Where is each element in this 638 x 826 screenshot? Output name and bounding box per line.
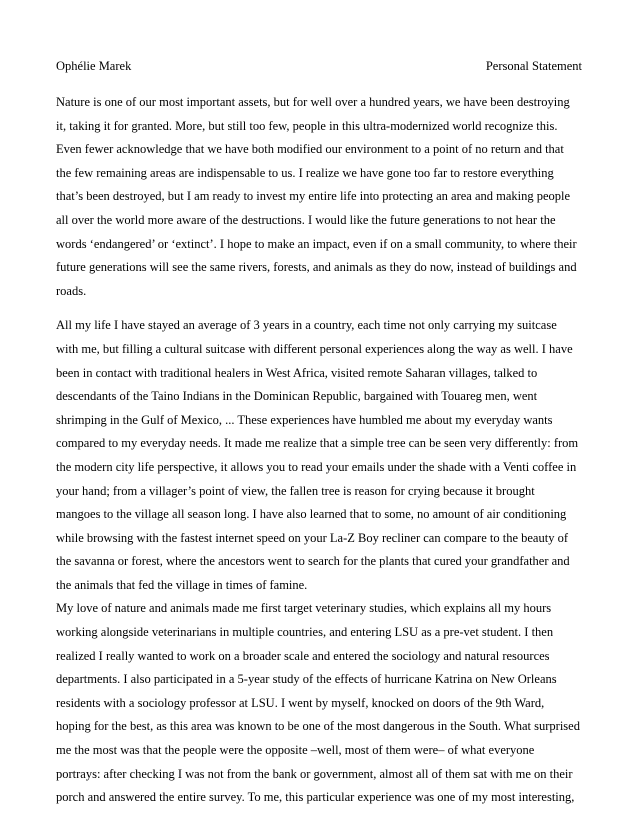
text-line: roads. — [56, 283, 87, 298]
text-line: shrimping in the Gulf of Mexico, ... These experiences have humbled me about my everyday wants — [56, 412, 553, 427]
text-line: that’s been destroyed, but I am ready to invest my entire life into protecting an area and making people — [56, 189, 571, 204]
text-line: realized I really wanted to work on a broader scale and entered the sociology and natural resources — [56, 648, 550, 663]
text-line: Nature is one of our most important assets, but for well over a hundred years, we have been destroying — [56, 95, 570, 109]
text-line: the savanna or forest, where the ancestors went to search for the plants that cured your grandfather and — [56, 554, 570, 569]
document-title: Personal Statement — [485, 59, 582, 73]
text-line: all over the world more aware of the destructions. I would like the future generations to not hear the — [56, 212, 556, 227]
document-body — [56, 91, 584, 810]
text-line: with me, but filling a cultural suitcase with different personal experiences along the way as well. I have — [56, 341, 573, 356]
paragraph-gap — [56, 303, 584, 314]
page-header — [56, 57, 582, 75]
text-line: your hand; from a villager’s point of view, the fallen tree is reason for crying because it brought — [56, 483, 535, 498]
text-line: the modern city life perspective, it allows you to read your emails under the shade with a Venti coffee in — [56, 459, 577, 474]
paragraph — [56, 91, 584, 303]
text-line: Even fewer acknowledge that we have both modified our environment to a point of no return and that — [56, 142, 564, 157]
text-line: All my life I have stayed an average of 3 years in a country, each time not only carrying my suitcase — [56, 318, 557, 333]
text-line: while browsing with the fastest internet speed on your La-Z Boy recliner can compare to the beauty of — [56, 530, 568, 545]
text-line: compared to my everyday needs. It made me realize that a simple tree can be seen very differently: from — [56, 436, 579, 451]
author-name: Ophélie Marek — [56, 59, 132, 73]
text-line: working alongside veterinarians in multiple countries, and entering LSU as a pre-vet student. I then — [56, 625, 554, 640]
paragraph — [56, 314, 584, 597]
text-line: mangoes to the village all season long. I have also learned that to some, no amount of air conditioning — [56, 507, 567, 522]
paragraph — [56, 597, 584, 809]
text-line: been in contact with traditional healers in West Africa, visited remote Saharan villages, talked to — [56, 365, 538, 380]
text-line: residents with a sociology professor at LSU. I went by myself, knocked on doors of the 9th Ward, — [56, 695, 545, 710]
text-line: portrays: after checking I was not from the bank or government, almost all of them sat with me on their — [56, 766, 573, 781]
text-line: My love of nature and animals made me first target veterinary studies, which explains all my hours — [56, 601, 552, 616]
text-line: departments. I also participated in a 5-year study of the effects of hurricane Katrina on New Orleans — [56, 672, 557, 687]
text-line: future generations will see the same rivers, forests, and animals as they do now, instead of buildings and — [56, 260, 577, 275]
text-line: the few remaining areas are indispensable to us. I realize we have gone too far to restore everything — [56, 165, 554, 180]
text-line: the animals that fed the village in times of famine. — [56, 577, 308, 592]
text-line: me the most was that the people were the opposite –well, most of them were– of what everyone — [56, 743, 535, 758]
text-line: descendants of the Taino Indians in the Dominican Republic, bargained with Touareg men, went — [56, 389, 538, 404]
text-line: it, taking it for granted. More, but still too few, people in this ultra-modernized world recognize this. — [56, 118, 558, 133]
text-line: hoping for the best, as this area was known to be one of the most dangerous in the South. What surprised — [56, 719, 580, 734]
text-line: words ‘endangered’ or ‘extinct’. I hope to make an impact, even if on a small community, to where their — [56, 236, 577, 251]
text-line: porch and answered the entire survey. To me, this particular experience was one of my most interesting, — [56, 790, 575, 805]
